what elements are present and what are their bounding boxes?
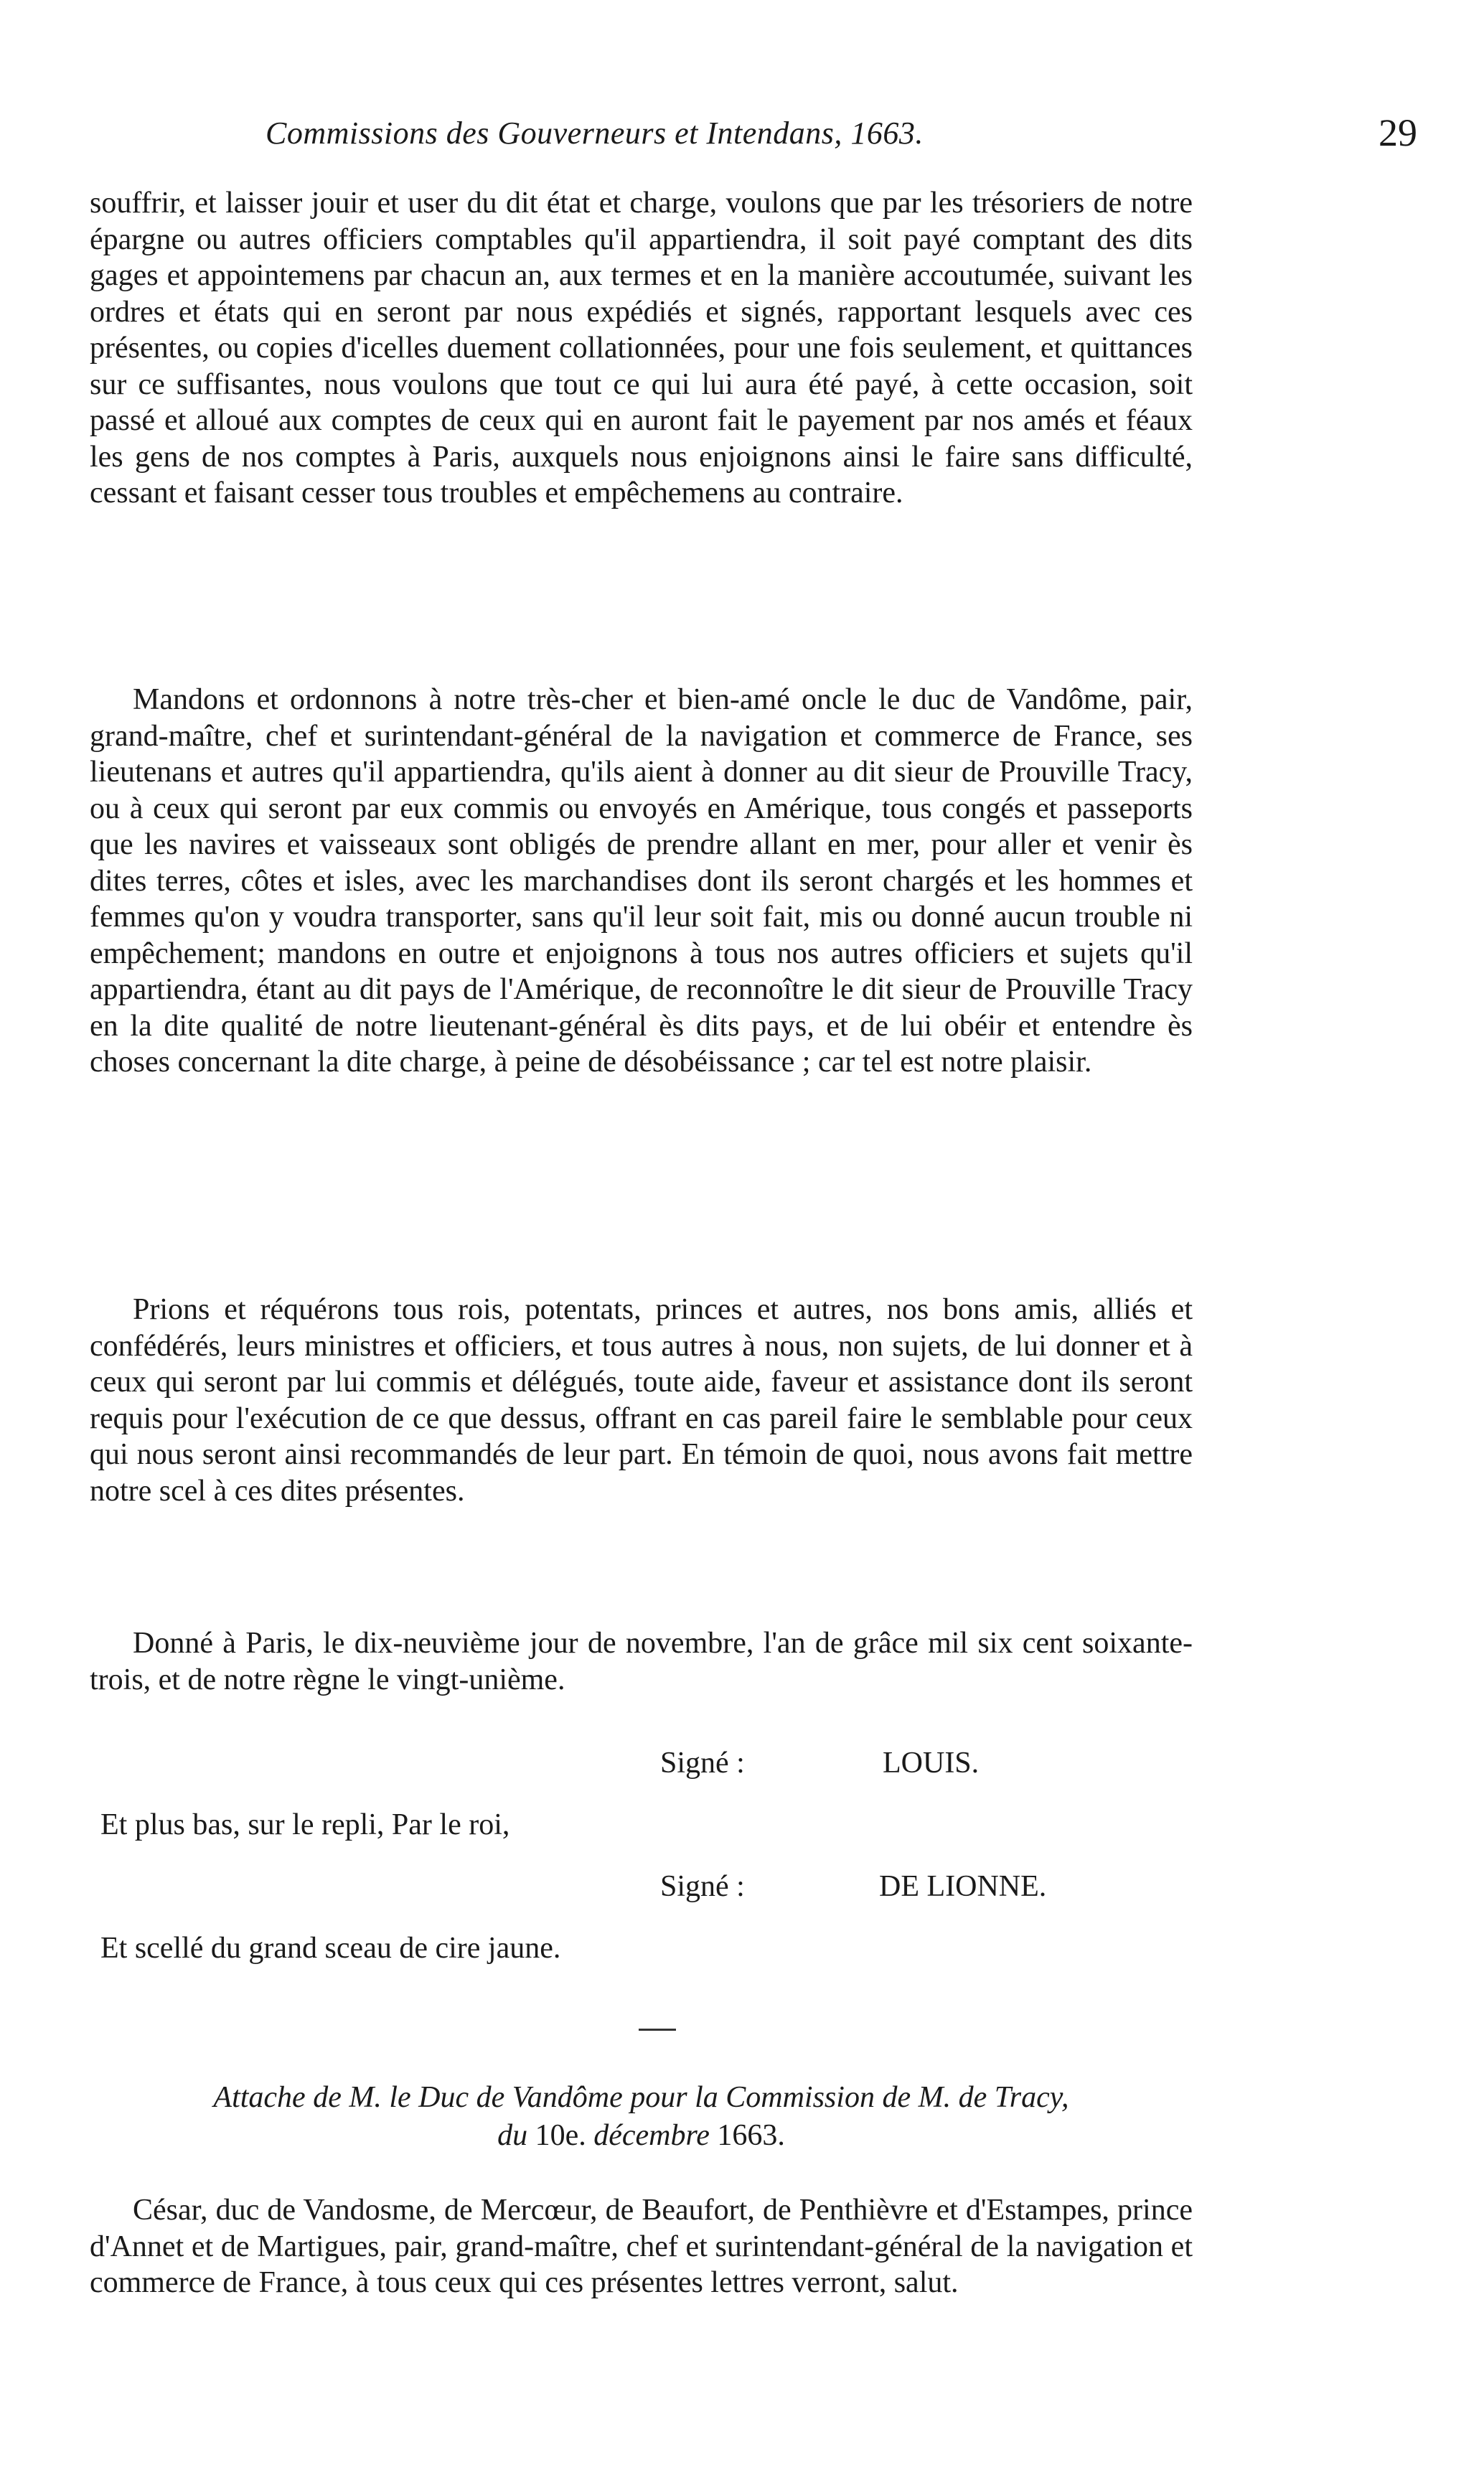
- signature-label-1: Signé :: [660, 1747, 745, 1780]
- paragraph-continuation: souffrir, et laisser jouir et user du dit état et charge, voulons que par les trésoriers de notre épargne ou autres officiers comptables qu'il appartiendra, il soit payé comptant des dits gages et appointemens par chacun an, aux termes et en la manière accoutumée, suivant les ordres et états qui en seront par nous expédiés et signés, rapportant lesquels avec ces présentes, ou copies d'icelles duement collationnées, pour une fois seulement, et quittances sur ce suffisantes, nous voulons que tout ce qui lui aura été payé, à cette occasion, soit passé et alloué aux comptes de ceux qui en auront fait le payement par nos amés et féaux les gens de nos comptes à Paris, auxquels nous enjoignons ainsi le faire sans difficulté, cessant et faisant cesser tous troubles et empêchemens au contraire.: [90, 187, 1193, 509]
- signer-de-lionne: DE LIONNE.: [879, 1870, 1047, 1903]
- paragraph-cesar: César, duc de Vandosme, de Mercœur, de Beaufort, de Penthièvre et d'Estampes, prince d'Annet et de Martigues, pair, grand-maître, chef et surintendant-général de la navigation et commerce de France, à tous ceux qui ces présentes lettres verront, salut.: [90, 2194, 1193, 2299]
- section-title-year: 1663.: [717, 2119, 785, 2152]
- section-title: [90, 2079, 1193, 2155]
- page-header: [86, 111, 1417, 165]
- signature-label-2: Signé :: [660, 1870, 745, 1903]
- section-title-month: décembre: [593, 2119, 710, 2152]
- section-divider: [639, 2029, 676, 2031]
- repli-line: Et plus bas, sur le repli, Par le roi,: [100, 1808, 510, 1841]
- running-title: Commissions des Gouverneurs et Intendans, 1663.: [266, 116, 924, 151]
- paragraph-prions: Prions et réquérons tous rois, potentats, princes et autres, nos bons amis, alliés et confédérés, leurs ministres et officiers, et tous autres à nous, non sujets, de lui donner et à ceux qui seront par lui commis et délégués, toute aide, faveur et assistance dont ils seront requis pour l'exécution de ce que dessus, offrant en cas pareil faire le semblable pour ceux qui nous seront ainsi recommandés de leur part. En témoin de quoi, nous avons fait mettre notre scel à ces dites présentes.: [90, 1293, 1193, 1508]
- seal-line: Et scellé du grand sceau de cire jaune.: [100, 1932, 561, 1965]
- section-title-line-1: Attache de M. le Duc de Vandôme pour la Commission de M. de Tracy,: [213, 2081, 1069, 2114]
- section-title-line-2: [90, 2117, 1193, 2155]
- signer-louis: LOUIS.: [883, 1747, 980, 1780]
- paragraph-donne: Donné à Paris, le dix-neuvième jour de novembre, l'an de grâce mil six cent soixante-trois, et de notre règne le vingt-unième.: [90, 1627, 1193, 1696]
- section-title-prefix: du: [497, 2119, 528, 2152]
- paragraph-mandons: Mandons et ordonnons à notre très-cher et bien-amé oncle le duc de Vandôme, pair, grand-maître, chef et surintendant-général de la navigation et commerce de France, ses lieutenans et autres qu'il appartiendra, qu'ils aient à donner au dit sieur de Prouville Tracy, ou à ceux qui seront par eux commis ou envoyés en Amérique, tous congés et passeports que les navires et vaisseaux sont obligés de prendre allant en mer, pour aller et venir ès dites terres, côtes et isles, avec les marchandises dont ils seront chargés et les hommes et femmes qu'on y voudra transporter, sans qu'il leur soit fait, mis ou donné aucun trouble ni empêchement; mandons en outre et enjoignons à tous nos autres officiers et sujets qu'il appartiendra, étant au dit pays de l'Amérique, de reconnoître le dit sieur de Prouville Tracy en la dite qualité de notre lieutenant-général ès dits pays, et de lui obéir et entendre ès choses concernant la dite charge, à peine de désobéissance ; car tel est notre plaisir.: [90, 683, 1193, 1079]
- section-title-day: 10e.: [535, 2119, 586, 2152]
- page-number: 29: [1379, 111, 1417, 154]
